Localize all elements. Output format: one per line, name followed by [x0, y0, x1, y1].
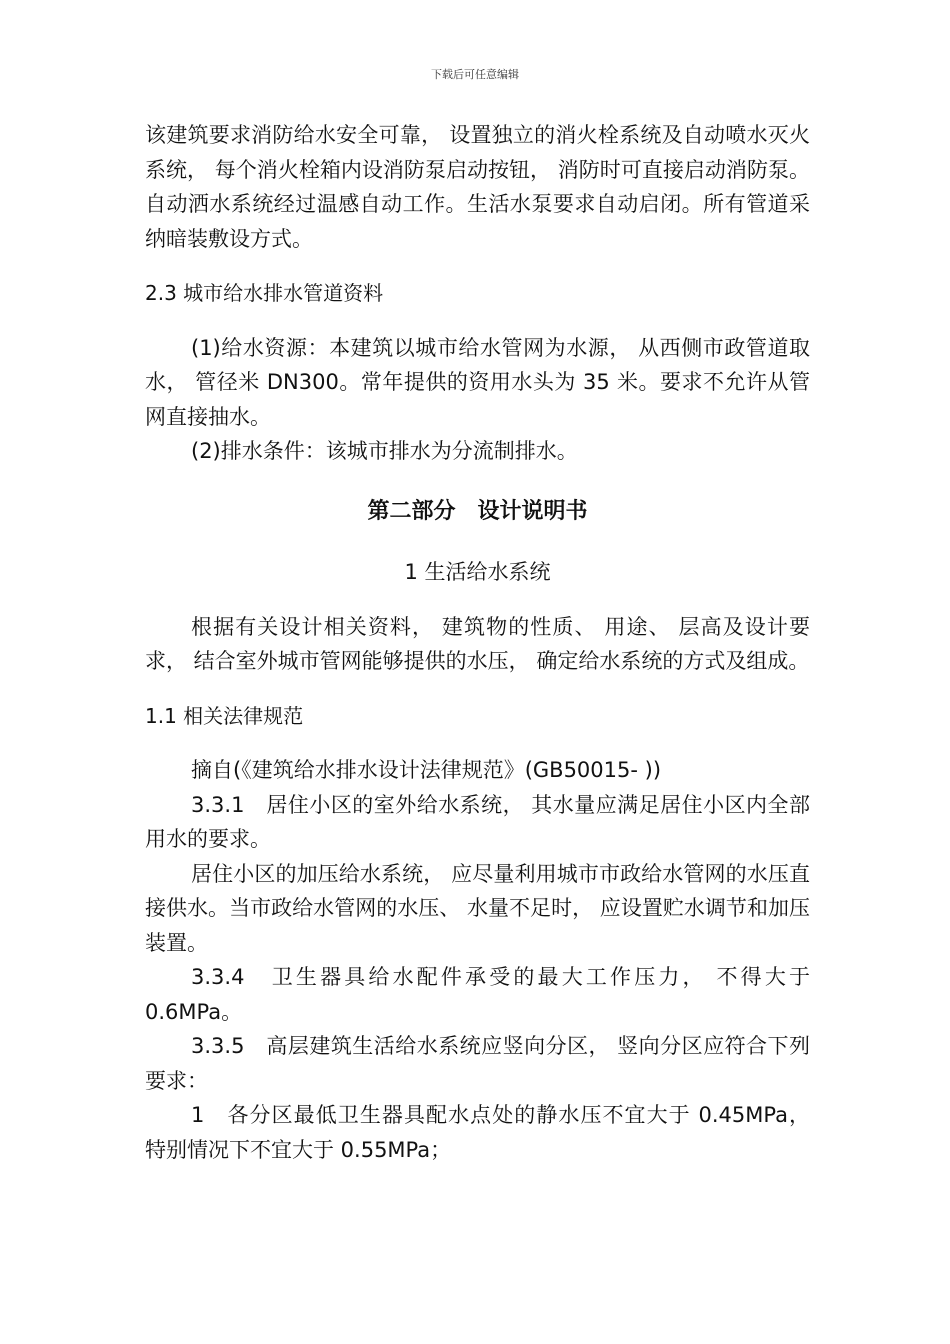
excerpt-line: 摘自(《建筑给水排水设计法律规范》(GB50015- )) [191, 758, 662, 782]
clause-3-3-1-continuation: 居住小区的加压给水系统， 应尽量利用城市市政给水管网的水压直接供水。当市政给水管网的水压、 水量不足时， 应设置贮水调节和加压装置。 [145, 861, 810, 955]
section-2-3-title: 2.3 城市给水排水管道资料 [145, 281, 384, 305]
clause-3-3-4: 3.3.4 卫生器具给水配件承受的最大工作压力， 不得大于 0.6MPa。 [145, 965, 810, 1024]
drainage-paragraph: (2)排水条件：该城市排水为分流制排水。 [191, 439, 578, 463]
clause-3-3-5-item-1: 1 各分区最低卫生器具配水点处的静水压不宜大于 0.45MPa， 特别情况下不宜大于 0.55MPa； [145, 1103, 810, 1162]
water-source-paragraph: (1)给水资源：本建筑以城市给水管网为水源， 从西侧市政管道取水， 管径米 DN300。常年提供的资用水头为 35 米。要求不允许从管网直接抽水。 [145, 335, 810, 429]
part-two-title: 第二部分 设计说明书 [367, 498, 588, 524]
document-body [145, 118, 810, 1167]
clause-3-3-5: 3.3.5 高层建筑生活给水系统应竖向分区， 竖向分区应符合下列要求： [145, 1034, 810, 1093]
page-header: 下载后可任意编辑 [431, 68, 519, 81]
section-1-title: 1 生活给水系统 [404, 560, 551, 584]
intro-paragraph: 该建筑要求消防给水安全可靠， 设置独立的消火栓系统及自动喷水灭火系统， 每个消火栓箱内设消防泵启动按钮， 消防时可直接启动消防泵。自动洒水系统经过温感自动工作。生活水泵要求自动启闭。所有管道采纳暗装敷设方式。 [145, 123, 810, 251]
section-1-1-title: 1.1 相关法律规范 [145, 703, 304, 728]
section-1-paragraph: 根据有关设计相关资料， 建筑物的性质、 用途、 层高及设计要求， 结合室外城市管网能够提供的水压， 确定给水系统的方式及组成。 [145, 614, 810, 673]
clause-3-3-1: 3.3.1 居住小区的室外给水系统， 其水量应满足居住小区内全部用水的要求。 [145, 792, 810, 851]
